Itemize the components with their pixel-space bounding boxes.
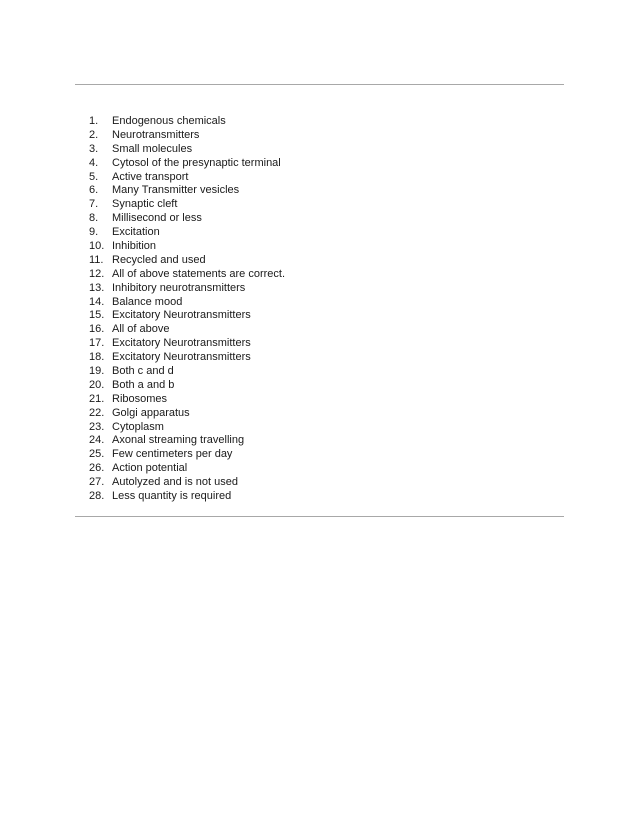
item-text: Recycled and used — [112, 253, 206, 266]
list-item — [89, 115, 285, 129]
list-item — [89, 421, 285, 435]
list-item — [89, 407, 285, 421]
list-item — [89, 254, 285, 268]
item-number: 27. — [89, 476, 105, 489]
item-number: 17. — [89, 337, 105, 350]
item-text: Ribosomes — [112, 392, 168, 405]
item-text: Excitatory Neurotransmitters — [112, 337, 251, 350]
item-number: 14. — [89, 295, 105, 308]
item-number: 28. — [89, 490, 105, 503]
list-item — [89, 171, 285, 185]
item-number: 3. — [89, 142, 99, 155]
item-text: Endogenous chemicals — [112, 115, 226, 127]
item-text: All of above statements are correct. — [112, 267, 286, 280]
bottom-horizontal-rule — [75, 516, 564, 517]
top-horizontal-rule — [75, 84, 564, 85]
list-item — [89, 282, 285, 296]
item-number: 19. — [89, 365, 105, 378]
item-number: 2. — [89, 128, 99, 141]
item-number: 15. — [89, 309, 105, 322]
item-text: Both c and d — [112, 365, 174, 378]
list-item — [89, 379, 285, 393]
item-text: Both a and b — [112, 378, 175, 391]
list-item — [89, 198, 285, 212]
item-text: Neurotransmitters — [112, 128, 200, 141]
item-text: Excitation — [112, 226, 160, 239]
list-item — [89, 365, 285, 379]
item-number: 10. — [89, 240, 105, 253]
list-item — [89, 434, 285, 448]
list-item — [89, 476, 285, 490]
list-item — [89, 323, 285, 337]
item-text: Action potential — [112, 462, 188, 475]
item-number: 20. — [89, 378, 105, 391]
list-item — [89, 212, 285, 226]
list-item — [89, 309, 285, 323]
item-number: 8. — [89, 212, 99, 225]
item-number: 26. — [89, 462, 105, 475]
item-text: Few centimeters per day — [112, 448, 233, 461]
item-number: 23. — [89, 420, 105, 433]
list-item — [89, 351, 285, 365]
item-number: 22. — [89, 406, 105, 419]
item-text: Excitatory Neurotransmitters — [112, 309, 251, 322]
list-item — [89, 143, 285, 157]
item-number: 16. — [89, 323, 105, 336]
answer-list — [89, 115, 285, 504]
item-text: Less quantity is required — [112, 490, 232, 503]
item-text: Excitatory Neurotransmitters — [112, 351, 251, 364]
item-text: Active transport — [112, 170, 189, 183]
item-number: 5. — [89, 170, 99, 183]
item-text: All of above — [112, 323, 170, 336]
item-number: 21. — [89, 392, 105, 405]
item-text: Golgi apparatus — [112, 406, 190, 419]
item-number: 25. — [89, 448, 105, 461]
item-number: 13. — [89, 281, 105, 294]
list-item — [89, 448, 285, 462]
list-item — [89, 296, 285, 310]
item-text: Axonal streaming travelling — [112, 434, 245, 447]
item-text: Small molecules — [112, 142, 193, 155]
list-item — [89, 157, 285, 171]
item-text: Millisecond or less — [112, 212, 202, 225]
item-number: 9. — [89, 226, 99, 239]
list-item — [89, 226, 285, 240]
list-item — [89, 462, 285, 476]
item-number: 11. — [89, 253, 104, 266]
list-item — [89, 129, 285, 143]
item-text: Synaptic cleft — [112, 198, 178, 211]
item-text: Inhibitory neurotransmitters — [112, 281, 246, 294]
item-text: Inhibition — [112, 240, 157, 253]
item-text: Autolyzed and is not used — [112, 476, 238, 489]
list-item — [89, 240, 285, 254]
list-item — [89, 184, 285, 198]
list-item — [89, 268, 285, 282]
item-text: Balance mood — [112, 295, 183, 308]
item-text: Cytosol of the presynaptic terminal — [112, 156, 281, 169]
item-number: 6. — [89, 184, 99, 197]
item-text: Many Transmitter vesicles — [112, 184, 240, 197]
item-number: 18. — [89, 351, 105, 364]
list-item — [89, 393, 285, 407]
list-item — [89, 490, 285, 504]
item-number: 4. — [89, 156, 99, 169]
list-item — [89, 337, 285, 351]
item-number: 12. — [89, 267, 105, 280]
item-number: 7. — [89, 198, 99, 211]
item-text: Cytoplasm — [112, 420, 164, 433]
item-number: 24. — [89, 434, 105, 447]
item-number: 1. — [89, 115, 99, 127]
